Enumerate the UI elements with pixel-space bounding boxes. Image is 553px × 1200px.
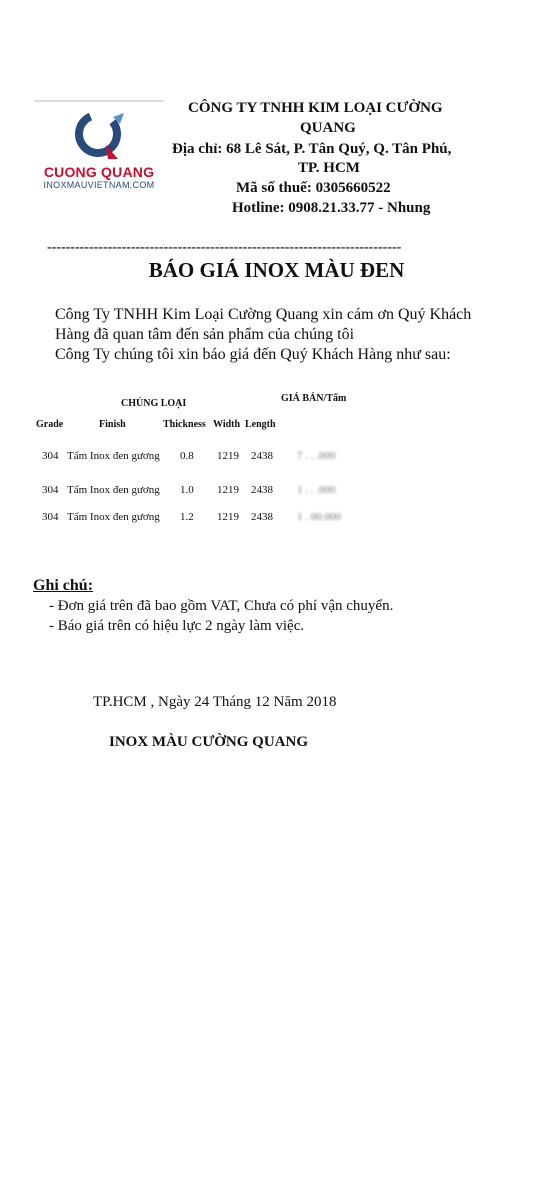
cell-width: 1219 bbox=[217, 511, 239, 523]
company-name-line2: QUANG bbox=[300, 120, 356, 136]
note-item: - Báo giá trên có hiệu lực 2 ngày làm việc. bbox=[49, 618, 305, 634]
intro-line1: Công Ty TNHH Kim Loại Cường Quang xin cám ơn Quý Khách bbox=[55, 306, 472, 323]
company-tax-code: Mã số thuế: 0305660522 bbox=[236, 180, 391, 196]
cell-price: 1 . 00.000 bbox=[297, 511, 341, 523]
cell-grade: 304 bbox=[42, 511, 59, 523]
company-address-line1: Địa chỉ: 68 Lê Sát, P. Tân Quý, Q. Tân Phú, bbox=[172, 141, 452, 157]
company-address-line2: TP. HCM bbox=[298, 160, 360, 176]
intro-line2: Hàng đã quan tâm đến sản phẩm của chúng tôi bbox=[55, 326, 355, 343]
column-header-grade: Grade bbox=[36, 419, 64, 430]
cell-thickness: 1.0 bbox=[180, 484, 194, 496]
logo-brand-text: CUONG QUANG bbox=[43, 164, 155, 180]
column-header-width: Width bbox=[213, 419, 241, 430]
document-title: BÁO GIÁ INOX MÀU ĐEN bbox=[148, 258, 405, 282]
signature: INOX MÀU CƯỜNG QUANG bbox=[109, 734, 309, 750]
cell-grade: 304 bbox=[42, 484, 59, 496]
cell-thickness: 1.2 bbox=[180, 511, 194, 523]
table-group-header: CHỦNG LOẠI bbox=[121, 398, 187, 409]
date-line: TP.HCM , Ngày 24 Tháng 12 Năm 2018 bbox=[93, 694, 337, 710]
cell-price: 1 . . .000 bbox=[297, 484, 336, 496]
company-name-line1: CÔNG TY TNHH KIM LOẠI CƯỜNG bbox=[188, 100, 443, 116]
cell-finish: Tấm Inox đen gương bbox=[67, 450, 160, 462]
notes-title: Ghi chú: bbox=[33, 577, 94, 594]
column-header-thickness: Thickness bbox=[163, 419, 206, 430]
cell-thickness: 0.8 bbox=[180, 450, 194, 462]
cell-finish: Tấm Inox đen gương bbox=[67, 511, 160, 523]
intro-line3: Công Ty chúng tôi xin báo giá đến Quý Khách Hàng như sau: bbox=[55, 346, 451, 363]
separator-line: ---------------------------------------------------------------------------- bbox=[47, 240, 402, 255]
column-header-finish: Finish bbox=[99, 419, 126, 430]
logo-divider bbox=[34, 100, 164, 102]
cell-width: 1219 bbox=[217, 450, 239, 462]
cell-grade: 304 bbox=[42, 450, 59, 462]
cell-length: 2438 bbox=[251, 484, 273, 496]
column-header-length: Length bbox=[245, 419, 276, 430]
company-hotline: Hotline: 0908.21.33.77 - Nhung bbox=[232, 200, 431, 216]
cell-length: 2438 bbox=[251, 511, 273, 523]
cell-width: 1219 bbox=[217, 484, 239, 496]
company-logo-icon bbox=[58, 107, 138, 165]
cell-finish: Tấm Inox đen gương bbox=[67, 484, 160, 496]
table-price-header: GIÁ BÁN/Tấm bbox=[281, 393, 347, 404]
cell-price: 7 . . .000 bbox=[297, 450, 336, 462]
note-item: - Đơn giá trên đã bao gồm VAT, Chưa có phí vận chuyển. bbox=[49, 598, 394, 614]
cell-length: 2438 bbox=[251, 450, 273, 462]
logo-website-text: INOXMAUVIETNAM.COM bbox=[43, 180, 155, 190]
